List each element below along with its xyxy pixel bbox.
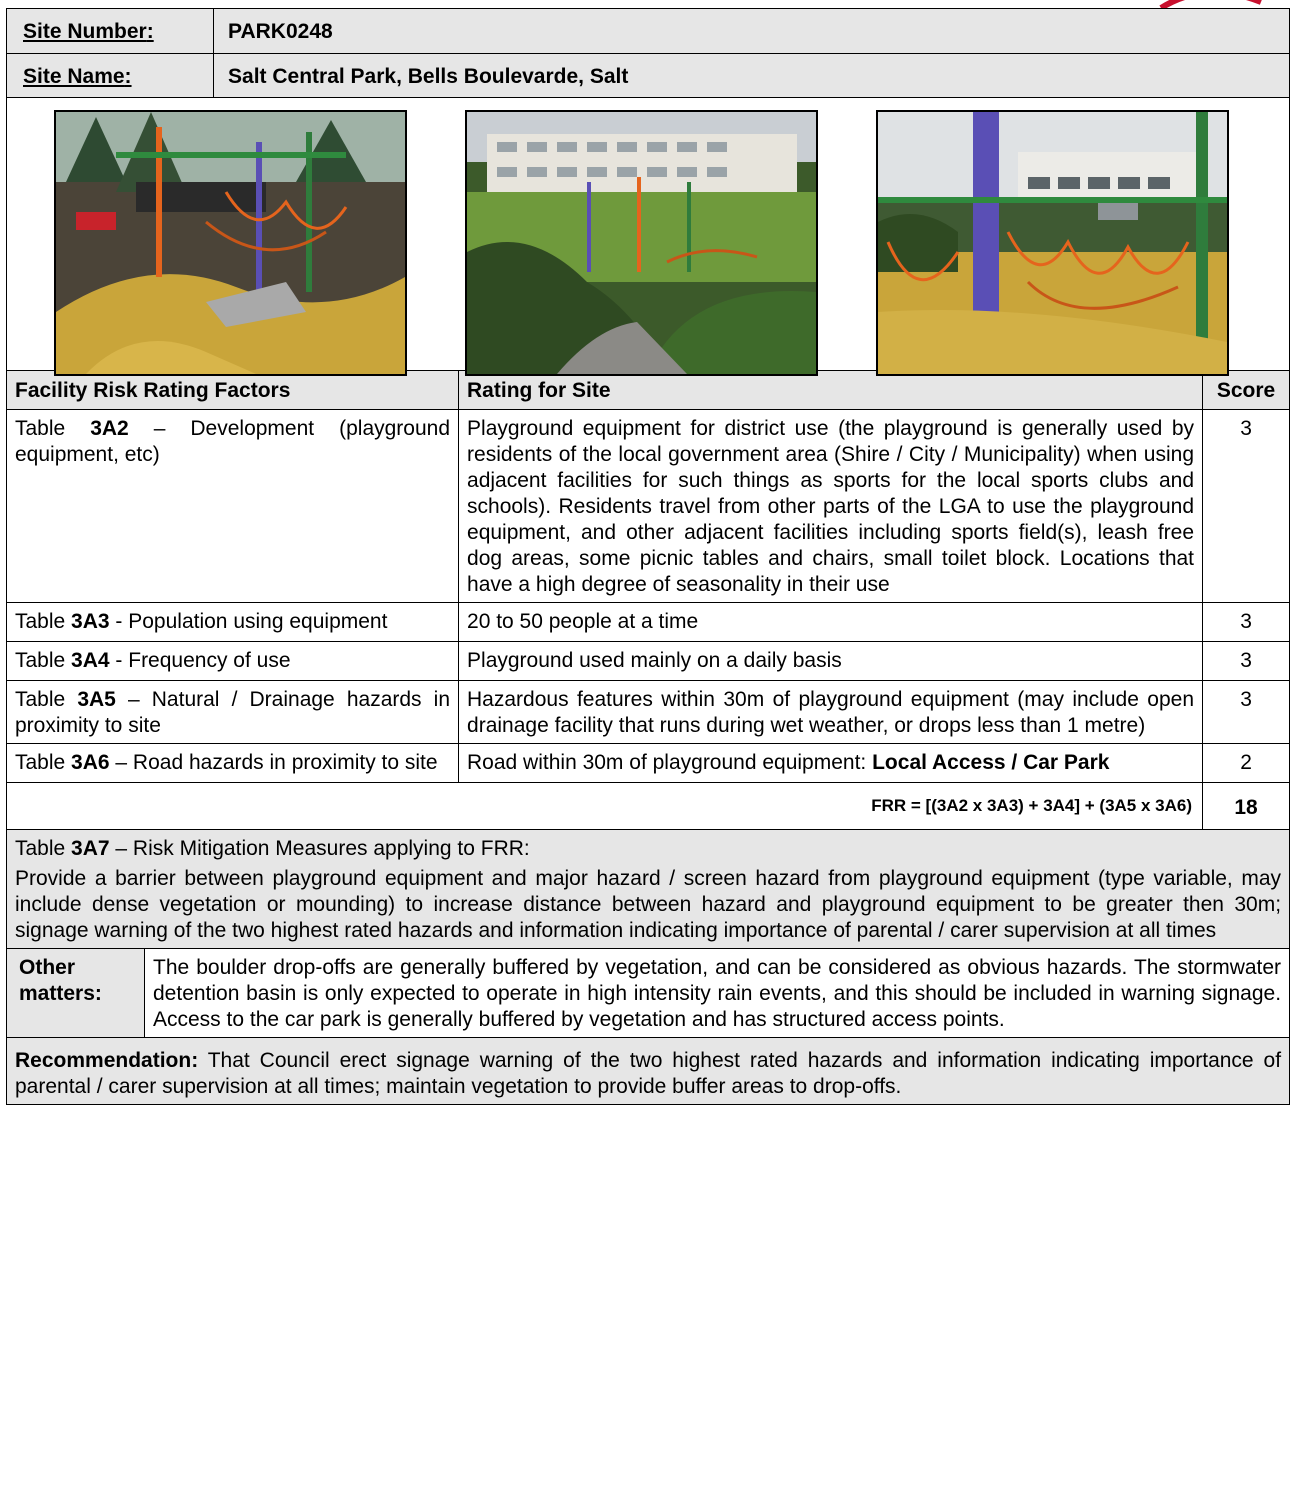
factor-cell: Table 3A3 - Population using equipment	[7, 603, 459, 642]
table-row	[7, 410, 1290, 603]
rating-cell: Hazardous features within 30m of playground equipment (may include open drainage facility that runs during wet weather, or drops less than 1 metre)	[459, 681, 1203, 744]
mitigation-section	[7, 830, 1290, 949]
site-number-value: PARK0248	[214, 9, 1290, 54]
mitigation-text: Provide a barrier between playground equipment and major hazard / screen hazard from playground equipment (type variable, may include dense vegetation or mounding) to increase distance between hazard and playground equipment to be greater then 30m; signage warning of the two highest rated hazards and information indicating importance of parental / carer supervision at all times	[15, 867, 1282, 942]
site-assessment-sheet	[6, 8, 1289, 1105]
rating-cell: Road within 30m of playground equipment: Local Access / Car Park	[459, 744, 1203, 783]
rating-cell: Playground equipment for district use (the playground is generally used by residents of the local government area (Shire / City / Municipality) when using adjacent facilities for such things as sports for the local sports clubs and schools). Residents travel from other parts of the LGA to use the playground equipment, and other adjacent facilities including sports field(s), leash free dog areas, some picnic tables and chairs, small toilet block. Locations that have a high degree of seasonality in their use	[459, 410, 1203, 603]
site-name-label: Site Name:	[7, 54, 214, 98]
rating-cell: Playground used mainly on a daily basis	[459, 642, 1203, 681]
frr-score: 18	[1203, 783, 1290, 830]
table-row	[7, 744, 1290, 783]
score-cell: 3	[1203, 410, 1290, 603]
score-cell: 3	[1203, 642, 1290, 681]
site-name-value: Salt Central Park, Bells Boulevarde, Salt	[214, 54, 1290, 98]
factor-cell: Table 3A6 – Road hazards in proximity to site	[7, 744, 459, 783]
playground-photo-1	[54, 110, 407, 376]
table-row	[7, 642, 1290, 681]
playground-photo-2	[465, 110, 818, 376]
score-cell: 3	[1203, 603, 1290, 642]
photo-strip	[7, 98, 1290, 371]
mitigation-heading: Table 3A7 – Risk Mitigation Measures applying to FRR:	[15, 837, 530, 860]
recommendation-section: Recommendation: That Council erect signage warning of the two highest rated hazards and information indicating importance of parental / carer supervision at all times; maintain vegetation to provide buffer areas to drop-offs.	[7, 1038, 1290, 1105]
playground-photo-3	[876, 110, 1229, 376]
col-head-score: Score	[1203, 371, 1290, 410]
other-matters-text: The boulder drop-offs are generally buffered by vegetation, and can be considered as obvious hazards. The stormwater detention basin is only expected to operate in high intensity rain events, and this should be included in warning signage. Access to the car park is generally buffered by vegetation and has structured access points.	[145, 949, 1290, 1038]
other-matters-label: Other matters:	[7, 949, 145, 1038]
score-cell: 2	[1203, 744, 1290, 783]
rating-cell: 20 to 50 people at a time	[459, 603, 1203, 642]
factor-cell: Table 3A5 – Natural / Drainage hazards in proximity to site	[7, 681, 459, 744]
table-row	[7, 603, 1290, 642]
factor-cell: Table 3A4 - Frequency of use	[7, 642, 459, 681]
site-table	[6, 8, 1290, 1105]
factor-cell: Table 3A2 – Development (playground equipment, etc)	[7, 410, 459, 603]
site-number-label: Site Number:	[7, 9, 214, 54]
col-head-factors: Facility Risk Rating Factors	[7, 371, 459, 410]
col-head-rating: Rating for Site	[459, 371, 1203, 410]
score-cell: 3	[1203, 681, 1290, 744]
table-row	[7, 681, 1290, 744]
frr-formula: FRR = [(3A2 x 3A3) + 3A4] + (3A5 x 3A6)	[7, 783, 1203, 830]
